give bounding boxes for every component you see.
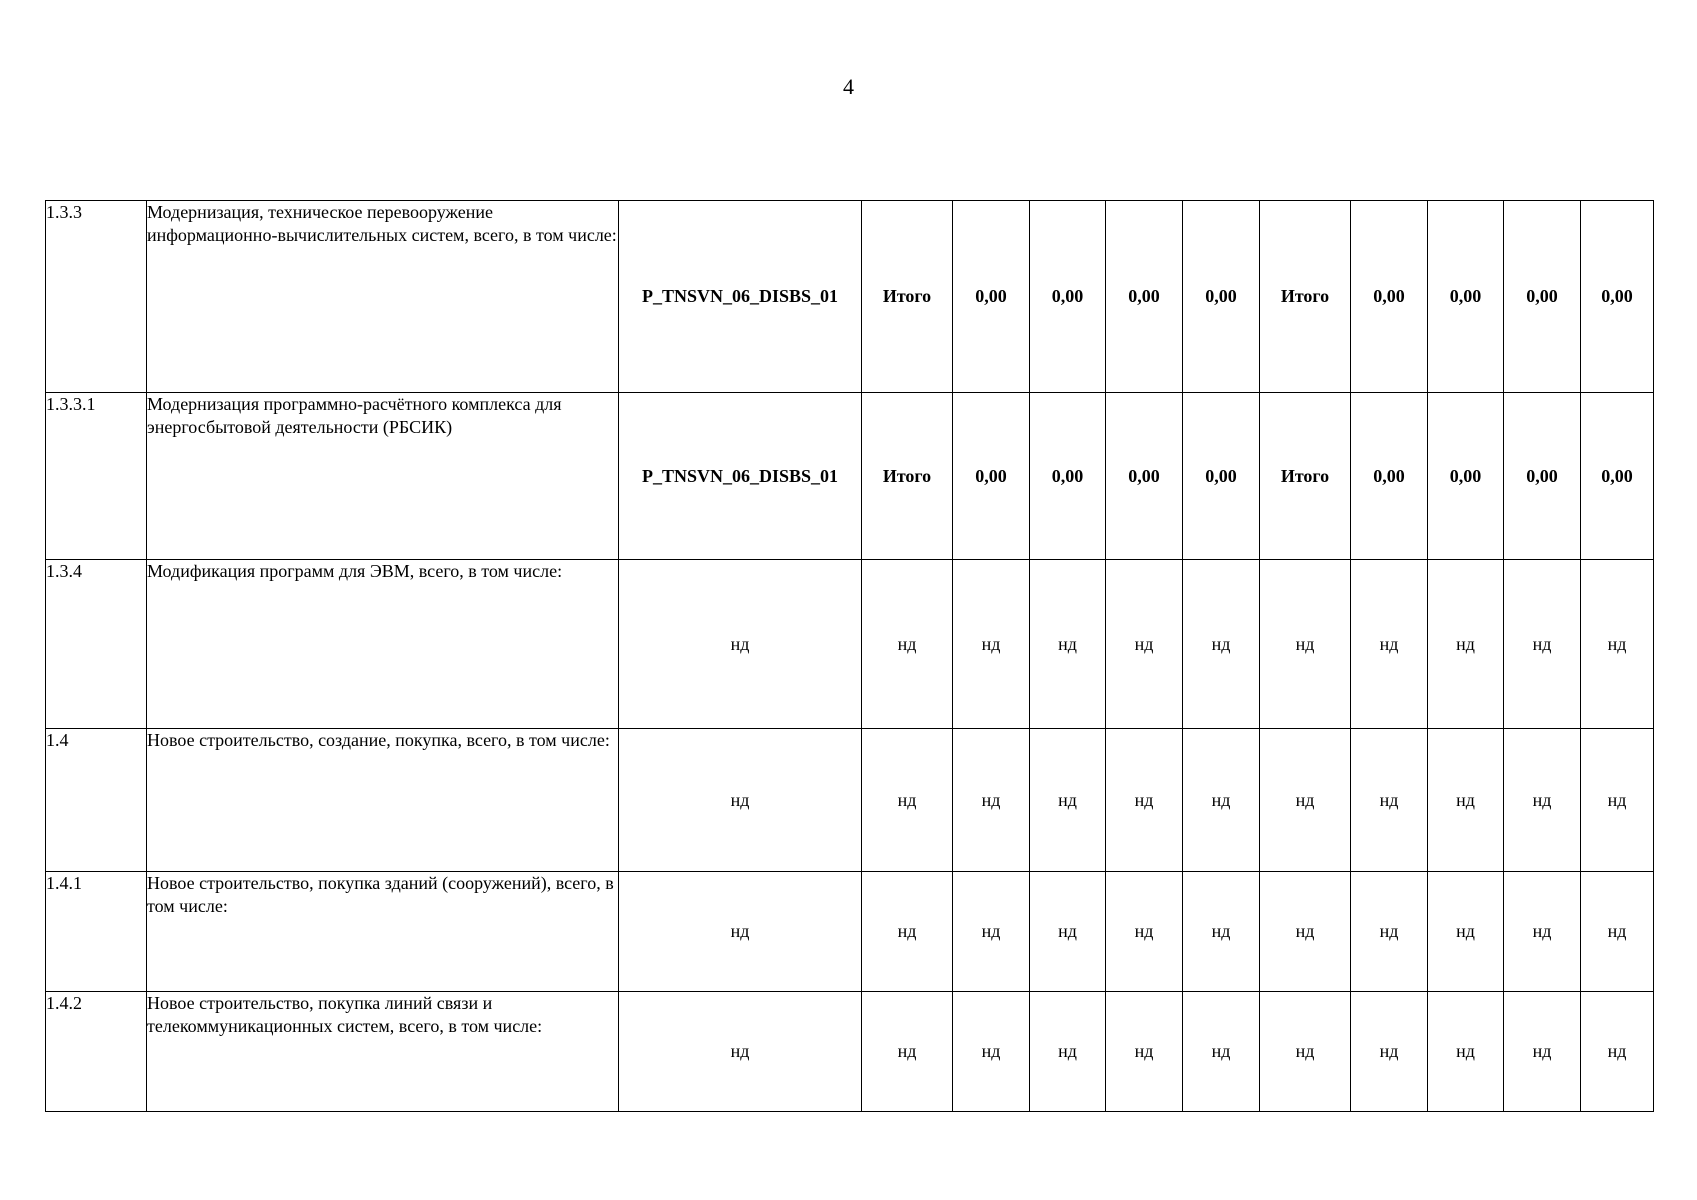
value-cell: Итого <box>1260 393 1351 560</box>
value-cell: нд <box>1581 729 1654 872</box>
value-cell: нд <box>1351 992 1428 1112</box>
value-cell: 0,00 <box>953 393 1030 560</box>
value-cell: 0,00 <box>1106 393 1183 560</box>
value-cell: нд <box>1030 560 1106 729</box>
value-cell: 0,00 <box>1030 201 1106 393</box>
value-cell: 0,00 <box>1428 201 1504 393</box>
value-cell: 0,00 <box>1351 393 1428 560</box>
value-cell: нд <box>1581 992 1654 1112</box>
row-code-cell: P_TNSVN_06_DISBS_01 <box>619 201 862 393</box>
data-table <box>45 200 1654 1112</box>
value-cell: нд <box>1581 560 1654 729</box>
row-number: 1.3.3.1 <box>46 393 147 560</box>
row-number: 1.3.3 <box>46 201 147 393</box>
row-name: Модернизация, техническое перевооружение информационно-вычислительных систем, всего, в том числе: <box>147 201 619 393</box>
table-row <box>46 992 1654 1112</box>
row-code-cell: P_TNSVN_06_DISBS_01 <box>619 393 862 560</box>
value-cell: нд <box>1260 560 1351 729</box>
value-cell: 0,00 <box>1504 201 1581 393</box>
value-cell: нд <box>862 729 953 872</box>
value-cell: 0,00 <box>1183 393 1260 560</box>
table-row <box>46 201 1654 393</box>
value-cell: нд <box>1260 992 1351 1112</box>
value-cell: нд <box>953 992 1030 1112</box>
table-row <box>46 393 1654 560</box>
value-cell: 0,00 <box>1581 201 1654 393</box>
value-cell: нд <box>862 872 953 992</box>
value-cell: нд <box>1106 560 1183 729</box>
row-code-cell: нд <box>619 992 862 1112</box>
value-cell: нд <box>862 560 953 729</box>
value-cell: нд <box>1428 729 1504 872</box>
value-cell: нд <box>1504 992 1581 1112</box>
value-cell: нд <box>1260 729 1351 872</box>
row-name: Модернизация программно-расчётного комплекса для энергосбытовой деятельности (РБСИК) <box>147 393 619 560</box>
row-code-cell: нд <box>619 872 862 992</box>
value-cell: нд <box>1183 992 1260 1112</box>
value-cell: нд <box>1183 729 1260 872</box>
row-name: Новое строительство, покупка линий связи и телекоммуникационных систем, всего, в том числе: <box>147 992 619 1112</box>
value-cell: 0,00 <box>1030 393 1106 560</box>
page-number: 4 <box>843 74 854 99</box>
value-cell: Итого <box>862 393 953 560</box>
value-cell: 0,00 <box>953 201 1030 393</box>
value-cell: нд <box>1351 872 1428 992</box>
value-cell: нд <box>1351 729 1428 872</box>
value-cell: нд <box>953 872 1030 992</box>
row-code-cell: нд <box>619 560 862 729</box>
value-cell: нд <box>1030 872 1106 992</box>
row-name: Новое строительство, создание, покупка, всего, в том числе: <box>147 729 619 872</box>
value-cell: 0,00 <box>1106 201 1183 393</box>
value-cell: Итого <box>1260 201 1351 393</box>
value-cell: нд <box>1183 872 1260 992</box>
value-cell: нд <box>1030 992 1106 1112</box>
value-cell: нд <box>1106 992 1183 1112</box>
table-row <box>46 872 1654 992</box>
value-cell: нд <box>1428 872 1504 992</box>
value-cell: нд <box>1581 872 1654 992</box>
value-cell: нд <box>1504 872 1581 992</box>
value-cell: нд <box>1351 560 1428 729</box>
row-name: Новое строительство, покупка зданий (сооружений), всего, в том числе: <box>147 872 619 992</box>
value-cell: 0,00 <box>1428 393 1504 560</box>
value-cell: нд <box>953 560 1030 729</box>
value-cell: нд <box>1183 560 1260 729</box>
row-number: 1.4 <box>46 729 147 872</box>
value-cell: нд <box>1030 729 1106 872</box>
value-cell: Итого <box>862 201 953 393</box>
row-number: 1.4.1 <box>46 872 147 992</box>
value-cell: 0,00 <box>1504 393 1581 560</box>
table-row <box>46 560 1654 729</box>
row-number: 1.3.4 <box>46 560 147 729</box>
table-row <box>46 729 1654 872</box>
value-cell: нд <box>1428 992 1504 1112</box>
row-name: Модификация программ для ЭВМ, всего, в том числе: <box>147 560 619 729</box>
value-cell: нд <box>1106 729 1183 872</box>
value-cell: 0,00 <box>1183 201 1260 393</box>
value-cell: нд <box>1504 729 1581 872</box>
value-cell: 0,00 <box>1351 201 1428 393</box>
value-cell: нд <box>1106 872 1183 992</box>
value-cell: нд <box>862 992 953 1112</box>
value-cell: нд <box>1428 560 1504 729</box>
value-cell: нд <box>1260 872 1351 992</box>
value-cell: нд <box>1504 560 1581 729</box>
row-number: 1.4.2 <box>46 992 147 1112</box>
value-cell: нд <box>953 729 1030 872</box>
row-code-cell: нд <box>619 729 862 872</box>
value-cell: 0,00 <box>1581 393 1654 560</box>
